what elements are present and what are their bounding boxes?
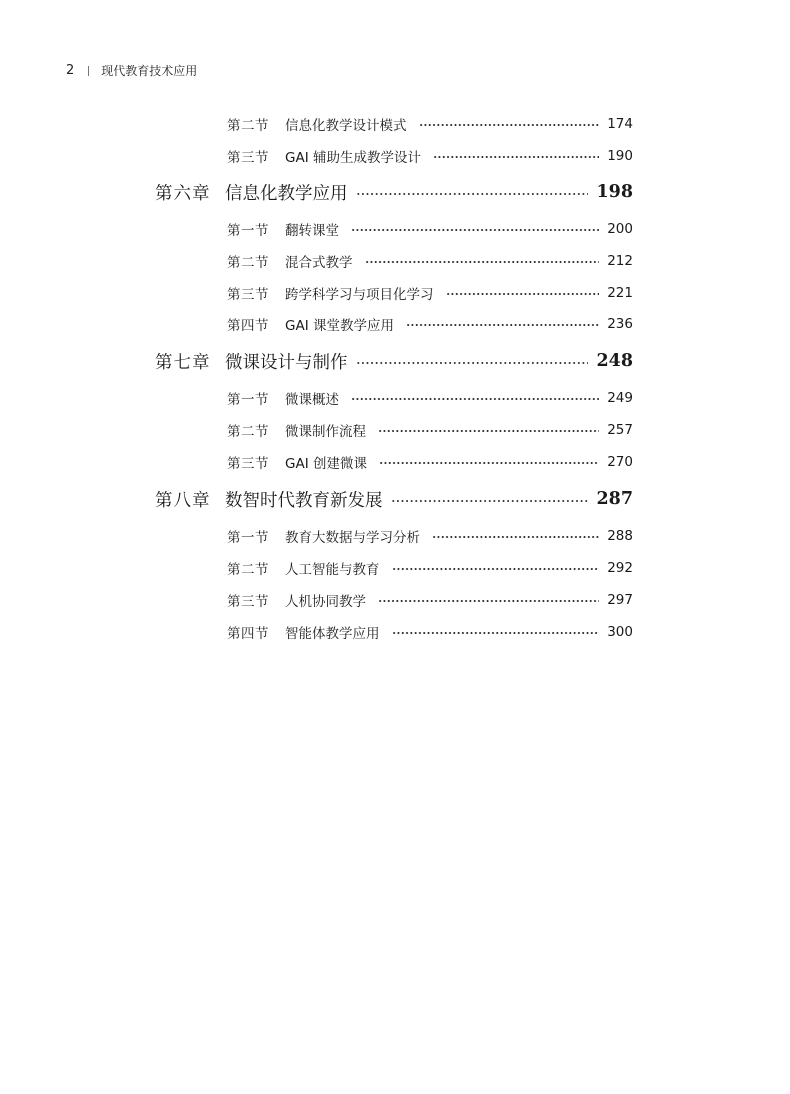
toc-section-entry[interactable]	[227, 525, 633, 547]
toc-section-entry[interactable]	[227, 589, 633, 611]
section-label: 第二节	[227, 562, 269, 578]
page-ref: 200	[607, 221, 633, 237]
chapter-title: 数智时代教育新发展	[225, 490, 383, 511]
dot-leader	[406, 324, 599, 326]
section-label: 第三节	[227, 456, 269, 472]
dot-leader	[433, 156, 599, 158]
dot-leader	[365, 261, 600, 263]
page-ref: 190	[607, 148, 633, 164]
toc-section-entry[interactable]	[227, 451, 633, 473]
dot-leader	[351, 398, 599, 400]
page-number: 2	[66, 63, 75, 78]
chapter-title: 微课设计与制作	[225, 352, 348, 373]
section-label: 第二节	[227, 424, 269, 440]
page-ref: 212	[607, 253, 633, 269]
section-title: 混合式教学	[285, 255, 353, 271]
section-label: 第二节	[227, 255, 269, 271]
section-title: 微课概述	[285, 392, 339, 408]
dot-leader	[392, 568, 600, 570]
section-label: 第二节	[227, 118, 269, 134]
chapter-title: 信息化教学应用	[225, 183, 348, 204]
section-title: 跨学科学习与项目化学习	[285, 287, 434, 303]
page-ref: 270	[607, 454, 633, 470]
page-ref: 297	[607, 592, 633, 608]
toc-section-entry[interactable]	[227, 250, 633, 272]
chapter-label: 第七章	[155, 352, 211, 373]
page-ref: 288	[607, 528, 633, 544]
toc-chapter-entry[interactable]	[155, 486, 633, 512]
toc-section-entry[interactable]	[227, 145, 633, 167]
page-ref: 257	[607, 422, 633, 438]
section-label: 第三节	[227, 150, 269, 166]
book-title: 现代教育技术应用	[101, 64, 198, 78]
chapter-label: 第六章	[155, 183, 211, 204]
toc-section-entry[interactable]	[227, 621, 633, 643]
section-title: 人工智能与教育	[285, 562, 380, 578]
dot-leader	[379, 462, 599, 464]
toc-section-entry[interactable]	[227, 218, 633, 240]
page-ref: 236	[607, 316, 633, 332]
toc-chapter-entry[interactable]	[155, 348, 633, 374]
dot-leader	[356, 193, 589, 195]
toc-chapter-entry[interactable]	[155, 179, 633, 205]
toc-section-entry[interactable]	[227, 313, 633, 335]
section-label: 第四节	[227, 626, 269, 642]
section-label: 第一节	[227, 530, 269, 546]
toc-section-entry[interactable]	[227, 419, 633, 441]
page-ref: 300	[607, 624, 633, 640]
section-label: 第三节	[227, 287, 269, 303]
dot-leader	[378, 600, 599, 602]
page-ref: 174	[607, 116, 633, 132]
dot-leader	[351, 229, 599, 231]
section-title: GAI 辅助生成教学设计	[285, 150, 421, 166]
dot-leader	[392, 632, 600, 634]
section-label: 第一节	[227, 223, 269, 239]
section-title: 翻转课堂	[285, 223, 339, 239]
section-title: 智能体教学应用	[285, 626, 380, 642]
section-label: 第三节	[227, 594, 269, 610]
dot-leader	[378, 430, 599, 432]
section-title: 微课制作流程	[285, 424, 366, 440]
page-ref: 221	[607, 285, 633, 301]
toc-section-entry[interactable]	[227, 282, 633, 304]
page-ref: 292	[607, 560, 633, 576]
dot-leader	[446, 293, 600, 295]
chapter-label: 第八章	[155, 490, 211, 511]
toc-section-entry[interactable]	[227, 557, 633, 579]
page-ref: 287	[596, 489, 633, 509]
running-header	[66, 62, 197, 79]
dot-leader	[356, 362, 589, 364]
dot-leader	[419, 124, 600, 126]
section-title: GAI 课堂教学应用	[285, 318, 394, 334]
toc-section-entry[interactable]	[227, 387, 633, 409]
page-ref: 249	[607, 390, 633, 406]
section-label: 第四节	[227, 318, 269, 334]
section-title: GAI 创建微课	[285, 456, 367, 472]
toc-section-entry[interactable]	[227, 113, 633, 135]
dot-leader	[432, 536, 599, 538]
dot-leader	[391, 500, 589, 502]
section-label: 第一节	[227, 392, 269, 408]
page-ref: 248	[596, 351, 633, 371]
header-divider	[88, 66, 89, 76]
section-title: 教育大数据与学习分析	[285, 530, 420, 546]
page-ref: 198	[596, 182, 633, 202]
section-title: 人机协同教学	[285, 594, 366, 610]
section-title: 信息化教学设计模式	[285, 118, 407, 134]
